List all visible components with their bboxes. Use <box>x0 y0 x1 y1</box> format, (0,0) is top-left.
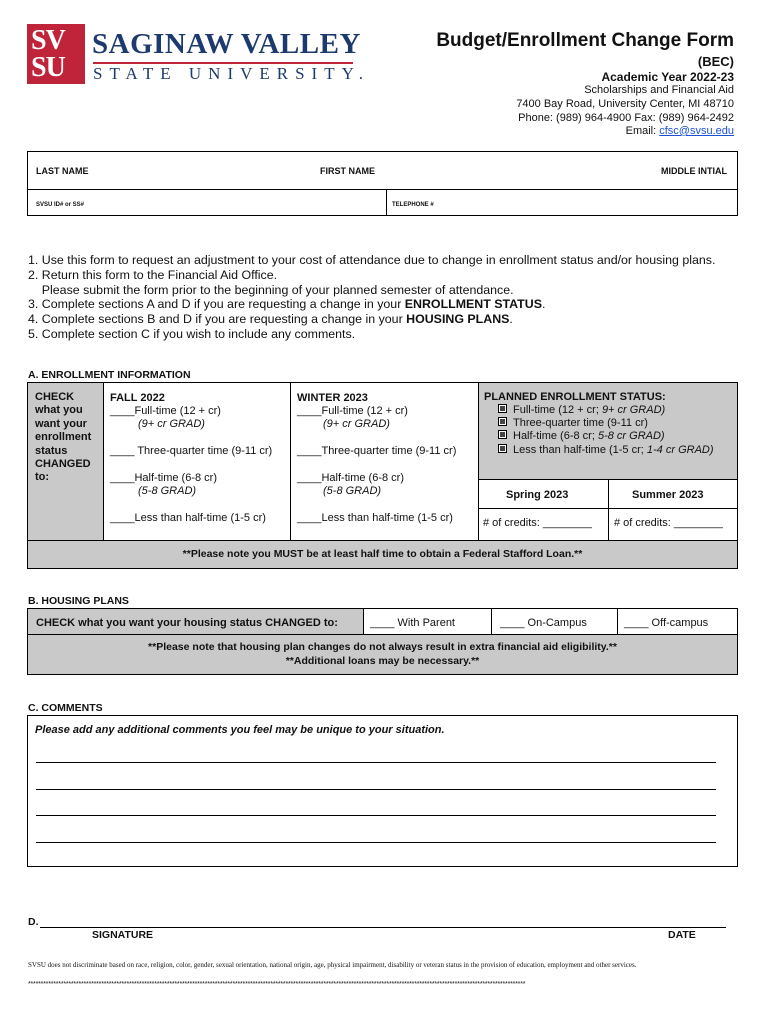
instruction-4-text: 4. Complete sections B and D if you are requesting a change in your <box>28 312 407 327</box>
check-label-line: status <box>35 444 68 457</box>
check-label-line: CHANGED <box>35 458 91 471</box>
middle-initial-label: MIDDLE INTIAL <box>661 166 727 176</box>
comment-line[interactable] <box>36 842 716 843</box>
date-label: DATE <box>668 929 696 941</box>
winter-fulltime-grad: (9+ cr GRAD) <box>323 418 390 430</box>
instruction-3-end: . <box>541 297 546 312</box>
instruction-4-bold: HOUSING PLANS <box>406 312 510 327</box>
housing-note-line1: **Please note that housing plan changes do not always result in extra financial aid eligibility.** <box>148 641 617 653</box>
planned-lessthanhalf-text: Less than half-time (1-5 cr; <box>513 444 647 456</box>
check-label-line: what you <box>35 404 83 417</box>
fall-halftime-option[interactable]: ____Half-time (6-8 cr) <box>110 472 217 484</box>
comment-line[interactable] <box>36 789 716 790</box>
planned-halftime-text: Half-time (6-8 cr; <box>513 430 598 442</box>
housing-note-line2: **Additional loans may be necessary.** <box>285 655 480 667</box>
academic-year: Academic Year 2022-23 <box>601 70 734 84</box>
instruction-2-note: Please submit the form prior to the beginning of your planned semester of attendance. <box>28 282 514 297</box>
form-abbr: (BEC) <box>697 54 734 69</box>
section-c-title: C. COMMENTS <box>28 702 103 714</box>
check-label-line: enrollment <box>35 431 92 444</box>
footer-stars: ***************************************************************************************************************************************************************************************************** <box>28 981 526 988</box>
housing-check-label: CHECK what you want your housing status CHANGED to: <box>36 617 338 629</box>
enrollment-table <box>27 382 738 569</box>
on-campus-option[interactable]: ____ On-Campus <box>500 617 587 629</box>
spring-term-header: Spring 2023 <box>506 489 569 501</box>
form-title: Budget/Enrollment Change Form <box>436 30 734 51</box>
housing-divider-1 <box>491 609 492 634</box>
section-d-prefix: D. <box>28 916 39 928</box>
checkbox-icon[interactable] <box>498 417 507 426</box>
fall-term-header: FALL 2022 <box>110 392 165 404</box>
winter-lessthanhalf-option[interactable]: ____Less than half-time (1-5 cr) <box>297 512 453 524</box>
winter-term-header: WINTER 2023 <box>297 392 368 404</box>
checkbox-icon[interactable] <box>498 404 507 413</box>
planned-status-title: PLANNED ENROLLMENT STATUS: <box>484 391 666 403</box>
instruction-5: 5. Complete section C if you wish to include any comments. <box>28 326 356 341</box>
instruction-4 <box>28 312 715 327</box>
housing-table <box>27 608 738 675</box>
office-email-line <box>626 125 734 137</box>
section-b-title: B. HOUSING PLANS <box>28 595 129 607</box>
fall-threequarter-option[interactable]: ____ Three-quarter time (9-11 cr) <box>110 445 273 457</box>
logo-name-line2: STATE UNIVERSITY. <box>93 64 370 83</box>
term-credits-divider <box>479 508 737 509</box>
instruction-3-text: 3. Complete sections A and D if you are requesting a change in your <box>28 297 405 312</box>
id-divider <box>386 189 387 215</box>
planned-fulltime-grad: 9+ cr GRAD) <box>601 404 666 416</box>
summer-credits-field[interactable]: # of credits: ________ <box>614 517 723 529</box>
name-row <box>28 152 737 190</box>
winter-fulltime-option[interactable]: ____Full-time (12 + cr) <box>297 405 408 417</box>
check-label-line: to: <box>35 471 50 484</box>
logo-letters-top: SV <box>31 25 65 56</box>
section-a-title: A. ENROLLMENT INFORMATION <box>28 369 191 381</box>
email-link[interactable]: cfsc@svsu.edu <box>659 125 734 137</box>
instruction-2: 2. Return this form to the Financial Aid Office. <box>28 267 278 282</box>
fall-lessthanhalf-option[interactable]: ____Less than half-time (1-5 cr) <box>110 512 266 524</box>
fall-fulltime-option[interactable]: ____Full-time (12 + cr) <box>110 405 221 417</box>
winter-halftime-grad: (5-8 GRAD) <box>323 485 382 497</box>
check-label-line: want your <box>35 417 87 430</box>
planned-fulltime-option[interactable] <box>498 404 665 417</box>
housing-divider-2 <box>617 609 618 634</box>
comment-line[interactable] <box>36 815 716 816</box>
logo-letters-bottom: SU <box>31 52 65 83</box>
comment-line[interactable] <box>36 762 716 763</box>
winter-halftime-option[interactable]: ____Half-time (6-8 cr) <box>297 472 404 484</box>
check-label <box>35 391 91 485</box>
instruction-1: 1. Use this form to request an adjustment to your cost of attendance due to change in enrollment status and/or housing plans. <box>28 253 716 267</box>
name-fields-table <box>27 151 738 216</box>
summer-term-header: Summer 2023 <box>632 489 704 501</box>
planned-halftime-grad: 5-8 cr GRAD) <box>597 430 665 442</box>
winter-threequarter-option[interactable]: ____Three-quarter time (9-11 cr) <box>297 445 457 457</box>
planned-threequarter-option[interactable] <box>498 417 648 430</box>
planned-lessthanhalf-grad: 1-4 cr GRAD) <box>646 444 714 456</box>
planned-halftime-option[interactable] <box>498 430 665 443</box>
office-name: Scholarships and Financial Aid <box>584 84 734 96</box>
housing-note <box>28 635 737 674</box>
comments-box[interactable] <box>27 715 738 867</box>
planned-lessthanhalf-option[interactable] <box>498 444 714 457</box>
planned-fulltime-text: Full-time (12 + cr; <box>513 404 602 416</box>
nondiscrimination-statement: SVSU does not discriminate based on race, religion, color, gender, sexual orientation, national origin, age, physical impairment, disability or veteran status in the provision of education, employment and other services. <box>28 961 637 969</box>
fall-halftime-grad: (5-8 GRAD) <box>138 485 197 497</box>
instruction-4-end: . <box>509 312 513 327</box>
id-label: SVSU ID# or SS# <box>36 202 85 208</box>
checkbox-icon[interactable] <box>498 444 507 453</box>
instruction-3 <box>28 297 715 312</box>
comments-prompt: Please add any additional comments you feel may be unique to your situation. <box>35 724 445 736</box>
fall-winter-divider <box>290 383 291 540</box>
svsu-logo-mark <box>27 24 85 84</box>
spring-credits-field[interactable]: # of credits: ________ <box>483 517 592 529</box>
office-phone-fax: Phone: (989) 964-4900 Fax: (989) 964-2492 <box>518 112 734 124</box>
email-label: Email: <box>625 125 660 137</box>
with-parent-option[interactable]: ____ With Parent <box>370 617 455 629</box>
off-campus-option[interactable]: ____ Off-campus <box>624 617 709 629</box>
office-address: 7400 Bay Road, University Center, MI 48710 <box>516 98 734 110</box>
telephone-label: TELEPHONE # <box>392 202 434 208</box>
check-label-line: CHECK <box>35 391 75 403</box>
signature-label: SIGNATURE <box>92 929 154 941</box>
logo-name-line1: SAGINAW VALLEY <box>92 28 361 60</box>
first-name-label: FIRST NAME <box>320 166 375 176</box>
signature-line[interactable] <box>40 927 726 928</box>
checkbox-icon[interactable] <box>498 430 507 439</box>
fall-fulltime-grad: (9+ cr GRAD) <box>138 418 205 430</box>
instruction-3-bold: ENROLLMENT STATUS <box>404 297 542 312</box>
planned-threequarter-text: Three-quarter time (9-11 cr) <box>513 417 648 429</box>
instructions <box>28 253 715 342</box>
stafford-loan-note: **Please note you MUST be at least half time to obtain a Federal Stafford Loan.** <box>28 541 737 568</box>
spring-summer-divider <box>608 479 609 540</box>
last-name-label: LAST NAME <box>36 166 89 176</box>
